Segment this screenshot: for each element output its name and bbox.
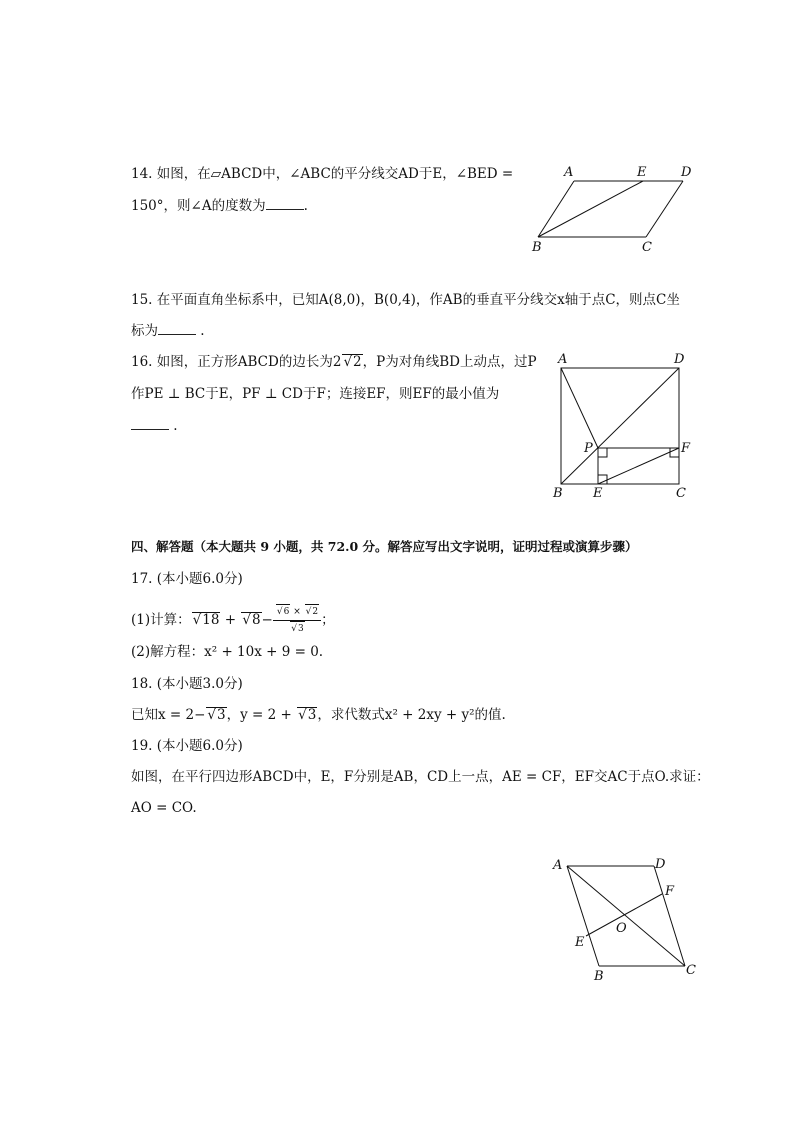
label-a: A — [564, 165, 574, 180]
q18-header: 18. (本小题3.0分) — [131, 676, 243, 692]
label-b: B — [594, 969, 604, 984]
q14-line1: 14. 如图，在▱ABCD中，∠ABC的平分线交AD于E，∠BED = — [131, 166, 514, 182]
q19-line2: AO = CO. — [131, 800, 197, 816]
sqrt-8: √ 8 — [241, 612, 261, 628]
label-f: F — [665, 884, 675, 899]
q18-text — [131, 705, 506, 725]
sqrt-18: √ 18 — [192, 612, 221, 628]
label-o: O — [616, 921, 627, 936]
times-sign: × — [293, 607, 301, 617]
sqrt-2: √ 2 — [342, 354, 362, 370]
sqrt-3: √ 3 — [297, 707, 317, 723]
label-p: P — [584, 441, 593, 456]
q16-line1-text: 16. 如图，正方形ABCD的边长为2 — [131, 354, 342, 370]
right-angle-mark-e — [598, 475, 607, 484]
segment-dc — [646, 181, 683, 237]
segment-dc — [654, 866, 685, 966]
q15-line2-text: 标为 — [131, 323, 158, 339]
segment-be — [538, 181, 643, 237]
segment-ap — [561, 368, 598, 448]
right-angle-mark-p — [598, 448, 607, 457]
q16-line1-end: ，P为对角线BD上动点，过P — [362, 354, 537, 370]
q16-figure — [548, 348, 698, 503]
q15-line2-end: . — [196, 323, 205, 339]
right-angle-mark-f — [670, 448, 679, 457]
sqrt-6: √ 6 — [276, 604, 290, 620]
sqrt-3: √ 3 — [290, 621, 304, 637]
label-d: D — [655, 857, 666, 872]
q17-part1-label: (1)计算： — [131, 612, 191, 628]
label-a: A — [553, 858, 563, 873]
label-e: E — [637, 165, 647, 180]
q14-figure — [528, 160, 698, 255]
label-e: E — [593, 486, 603, 501]
sqrt-2: √ 2 — [305, 604, 319, 620]
label-e: E — [575, 935, 585, 950]
answer-blank — [131, 417, 169, 430]
segment-ab — [567, 866, 599, 966]
q16-line2: 作PE ⊥ BC于E，PF ⊥ CD于F；连接EF，则EF的最小值为 — [131, 386, 500, 402]
sqrt-3: √ 3 — [206, 707, 226, 723]
label-c: C — [642, 240, 652, 255]
q18-text-a: 已知x = 2− — [131, 707, 206, 723]
q17-part1 — [131, 604, 335, 637]
label-c: C — [686, 963, 696, 978]
label-a: A — [558, 352, 568, 367]
q19-figure — [545, 850, 700, 985]
section-heading: 四、解答题（本大题共 9 小题，共 72.0 分。解答应写出文字说明，证明过程或演算步骤） — [131, 539, 638, 554]
q15-line1: 15. 在平面直角坐标系中，已知A(8,0)，B(0,4)，作AB的垂直平分线交x轴于点C，则点C坐 — [131, 292, 680, 308]
answer-blank — [266, 197, 304, 210]
label-d: D — [681, 165, 692, 180]
q17-header: 17. (本小题6.0分) — [131, 571, 243, 587]
label-d: D — [674, 352, 685, 367]
q14-line2-end: . — [303, 198, 308, 214]
q18-text-b: ，y = 2 + — [226, 707, 297, 723]
diagonal-ac — [567, 866, 685, 966]
label-c: C — [676, 486, 686, 501]
label-b: B — [532, 240, 542, 255]
label-f: F — [681, 441, 691, 456]
q18-text-c: ，求代数式x² + 2xy + y²的值. — [317, 707, 506, 723]
q16-line3 — [131, 416, 178, 436]
label-b: B — [553, 486, 563, 501]
q19-header: 19. (本小题6.0分) — [131, 738, 243, 754]
q14-line2-text: 150°，则∠A的度数为 — [131, 198, 266, 214]
q14-line2 — [131, 196, 308, 216]
minus-sign: − — [261, 612, 273, 628]
q16-line3-end: . — [169, 418, 178, 434]
q19-line1: 如图，在平行四边形ABCD中，E，F分别是AB，CD上一点，AE = CF，EF交AC于点O.求证： — [131, 769, 710, 785]
q15-line2 — [131, 321, 205, 341]
q17-part1-end: ； — [321, 612, 335, 628]
diagonal-bd — [561, 368, 679, 484]
segment-ef — [598, 448, 679, 484]
q16-line1 — [131, 352, 537, 372]
segment-ab — [538, 181, 574, 237]
answer-blank — [158, 322, 196, 335]
q17-part2: (2)解方程：x² + 10x + 9 = 0. — [131, 644, 324, 660]
plus-sign: + — [224, 612, 237, 628]
fraction — [273, 604, 321, 637]
